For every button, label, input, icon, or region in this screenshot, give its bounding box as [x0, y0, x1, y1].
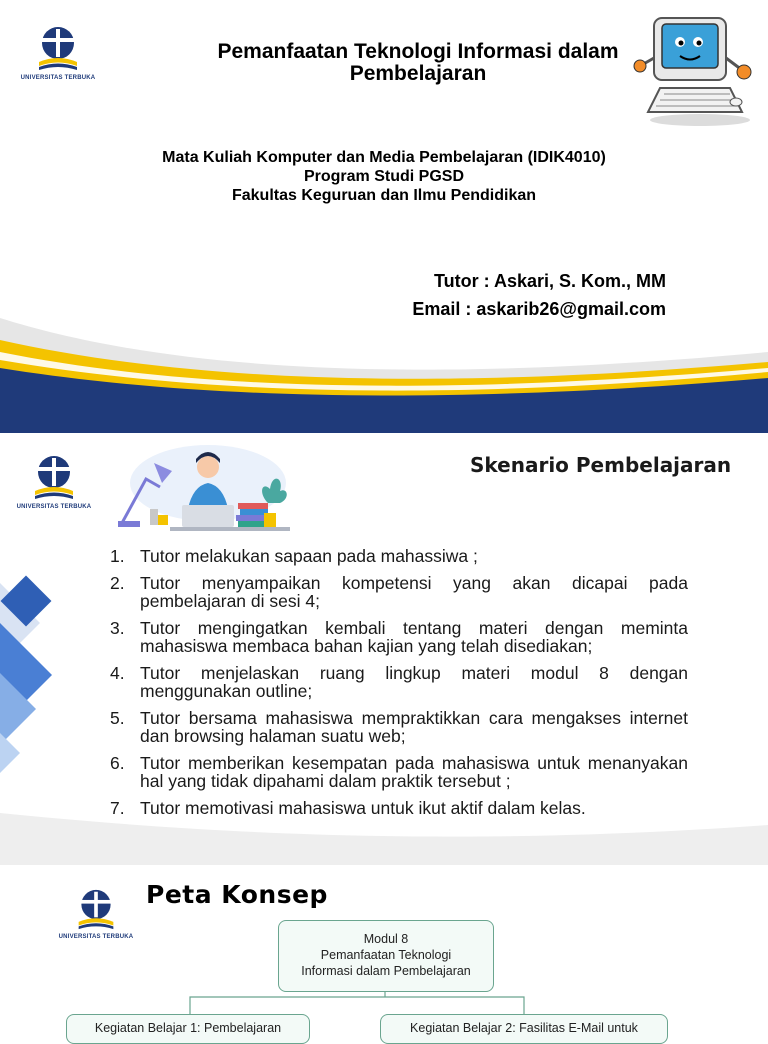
slide-title: Peta Konsep [146, 880, 328, 909]
university-logo [16, 24, 100, 81]
university-emblem-icon [31, 453, 77, 503]
list-item: 1. Tutor melakukan sapaan pada mahassiwa ; [110, 546, 478, 566]
list-item: 7. Tutor memotivasi mahasiswa untuk ikut aktif dalam kelas. [110, 798, 586, 818]
computer-mascot-icon [634, 8, 758, 132]
university-logo [10, 453, 98, 510]
list-item: 3. Tutor mengingatkan kembali tentang materi dengan meminta mahasiswa membaca bahan kajian yang telah disediakan; [110, 618, 688, 656]
concept-map-node-kb1: Kegiatan Belajar 1: Pembelajaran [66, 1014, 310, 1044]
study-program: Program Studi PGSD [303, 168, 465, 185]
logo-label: UNIVERSITAS TERBUKA [16, 504, 92, 510]
list-item: 5. Tutor bersama mahasiswa mempraktikkan cara mengakses internet dan browsing halaman suatu web; [110, 708, 688, 746]
faculty-name: Fakultas Keguruan dan Ilmu Pendidikan [231, 187, 537, 204]
tutor-email: Email : askarib26@gmail.com [412, 299, 666, 319]
presentation-title: Pemanfaatan Teknologi Informasi dalam Pembelajaran [217, 40, 619, 85]
logo-label: UNIVERSITAS TERBUKA [58, 934, 134, 940]
scenario-slide [0, 433, 768, 865]
tutor-name: Tutor : Askari, S. Kom., MM [433, 271, 666, 291]
concept-map-slide [0, 865, 768, 1035]
slide-title: Skenario Pembelajaran [470, 453, 732, 477]
course-name: Mata Kuliah Komputer dan Media Pembelajaran (IDIK4010) [162, 149, 606, 166]
title-slide [0, 0, 768, 433]
logo-label: UNIVERSITAS TERBUKA [20, 75, 96, 81]
university-emblem-icon [35, 24, 81, 74]
list-item: 6. Tutor memberikan kesempatan pada mahasiswa untuk menanyakan hal yang tidak dipahami dalam praktik tersebut ; [110, 753, 688, 791]
student-laptop-illustration-icon [116, 443, 294, 535]
concept-map-root: Modul 8 Pemanfaatan Teknologi Informasi dalam Pembelajaran [278, 920, 494, 992]
list-item: 4. Tutor menjelaskan ruang lingkup materi modul 8 dengan menggunakan outline; [110, 663, 688, 701]
list-item: 2. Tutor menyampaikan kompetensi yang akan dicapai pada pembelajaran di sesi 4; [110, 573, 688, 611]
scenario-steps-list [110, 547, 688, 826]
concept-map-node-kb2: Kegiatan Belajar 2: Fasilitas E-Mail untuk [380, 1014, 668, 1044]
